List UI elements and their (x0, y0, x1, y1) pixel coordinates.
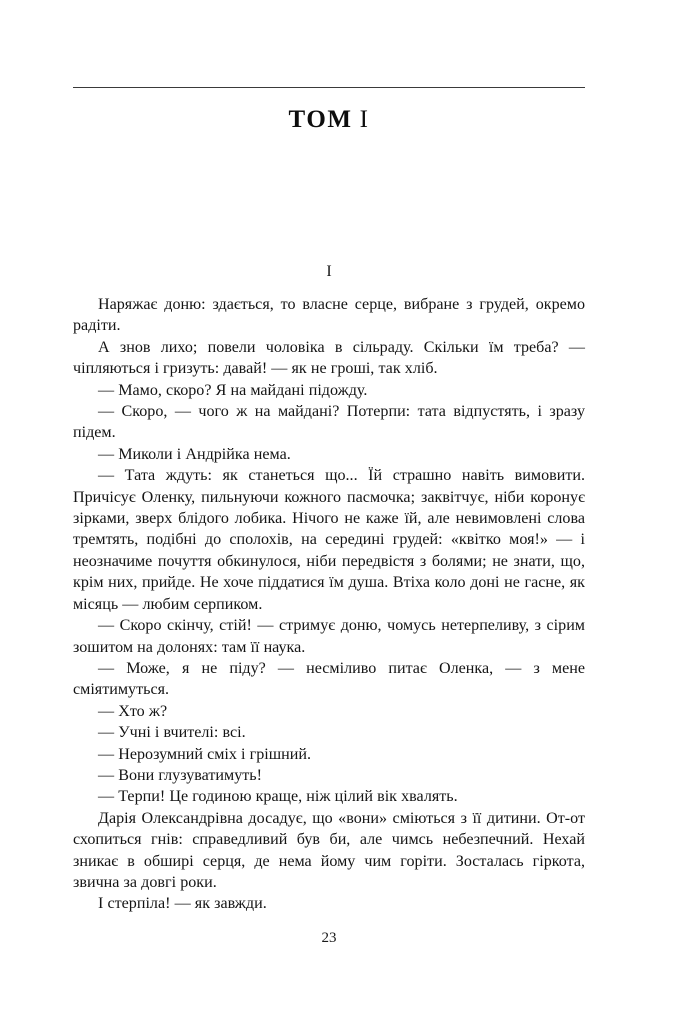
paragraph: — Може, я не піду? — несміливо питає Оленка, — з мене сміятимуться. (73, 659, 585, 699)
paragraph: — Мамо, скоро? Я на майдані підожду. (98, 381, 368, 399)
chapter-numeral: I (326, 263, 332, 280)
paragraph: — Хто ж? (98, 702, 168, 720)
paragraph: — Нерозумний сміх і грішний. (98, 745, 312, 763)
paragraph: — Миколи і Андрійка нема. (98, 445, 291, 463)
volume-title (73, 104, 585, 136)
paragraph: — Учні і вчителі: всі. (98, 724, 246, 742)
volume-title-numeral: I (359, 106, 370, 133)
paragraph: Наряжає доню: здається, то власне серце, вибране з грудей, окремо радіти. (73, 296, 585, 335)
volume-title-word: ТОМ (288, 106, 353, 133)
paragraph: — Скоро, — чого ж на майдані? Потерпи: тата відпустять, і зразу підем. (73, 403, 585, 442)
body-text (73, 294, 585, 915)
paragraph: — Тата ждуть: як станеться що... Їй страшно навіть вимовити. Причісує Оленку, пильнуючи кожного пасмочка; заквітчує, ніби коронує зірками, зверх блідого лобика. Нічого не каже їй, але невимовлені слова тремтять, подібні до сполохів, на середині грудей: «квітко моя!» — і неозначиме почуття обкинулося, ніби передвістя з болями; не знати, що, крім них, прийде. Не хоче піддатися їм душа. Втіха коло доні не гасне, як місяць — любим серпиком. (73, 467, 585, 613)
paragraph: І стерпіла! — як завжди. (98, 895, 267, 913)
page-number: 23 (321, 930, 337, 946)
header-rule (73, 87, 585, 88)
paragraph: Дарія Олександрівна досадує, що «вони» сміються з її дитини. От-от схопиться гнів: справедливий був би, але чимсь небезпечний. Нехай зникає в обширі серця, де нема йому чим горіти. Зосталась гіркота, звична за довгі роки. (73, 809, 585, 891)
paragraph: А знов лихо; повели чоловіка в сільраду. Скільки їм треба? — чіпляються і гризуть: давай! — як не гроші, так хліб. (73, 338, 585, 378)
paragraph: — Терпи! Це годиною краще, ніж цілий вік хвалять. (98, 788, 458, 806)
paragraph: — Вони глузуватимуть! (98, 766, 262, 784)
paragraph: — Скоро скінчу, стій! — стримує доню, чомусь нетерпеливу, з сірим зошитом на долонях: там її наука. (73, 617, 585, 656)
